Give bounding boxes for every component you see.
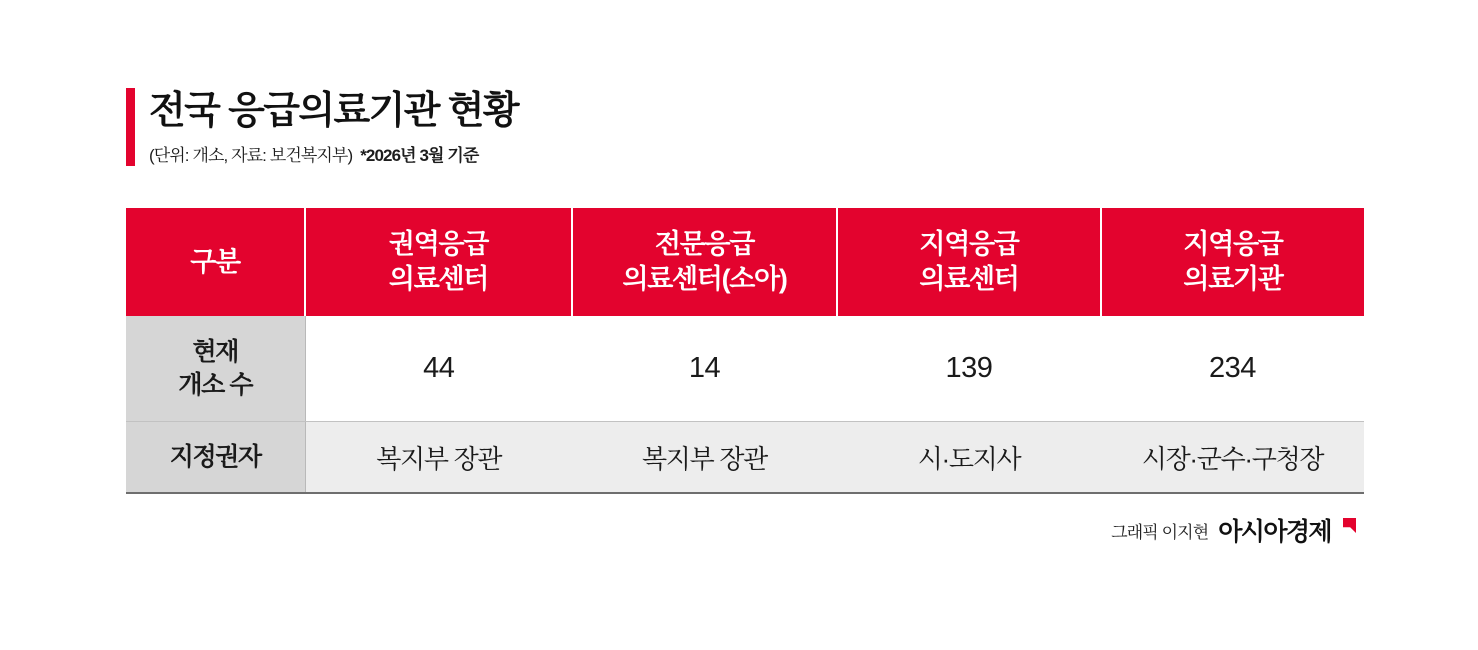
emergency-institutions-table bbox=[126, 208, 1364, 494]
column-header-local-institution-line1: 지역응급 bbox=[1183, 229, 1283, 260]
cell-count-local-institution: 234 bbox=[1101, 316, 1364, 422]
column-header-local-institution bbox=[1101, 208, 1364, 316]
cell-count-regional-center: 44 bbox=[305, 316, 572, 422]
column-header-regional-center-line2: 의료센터 bbox=[388, 264, 489, 294]
row-label-count-line2: 개소 수 bbox=[178, 370, 253, 399]
cell-authority-specialized-center: 복지부 장관 bbox=[572, 422, 837, 494]
column-header-local-institution-line2: 의료기관 bbox=[1183, 264, 1283, 294]
cell-authority-local-institution: 시장·군수·구청장 bbox=[1101, 422, 1364, 494]
unit-source-text: (단위: 개소, 자료: 보건복지부) bbox=[149, 145, 353, 165]
column-header-regional-center-line1: 권역응급 bbox=[388, 229, 489, 260]
graphic-credit: 그래픽 이지현 bbox=[1111, 522, 1209, 542]
cell-count-specialized-center: 14 bbox=[572, 316, 837, 422]
table-header-row bbox=[126, 208, 1364, 316]
row-label-authority-line1: 지정권자 bbox=[169, 442, 261, 471]
table-row bbox=[126, 422, 1364, 494]
row-label-authority bbox=[126, 422, 305, 494]
brand-name: 아시아경제 bbox=[1218, 518, 1331, 546]
cell-authority-local-center: 시·도지사 bbox=[837, 422, 1101, 494]
column-header-local-center bbox=[837, 208, 1101, 316]
column-header-category-line1: 구분 bbox=[190, 246, 240, 277]
cell-authority-regional-center: 복지부 장관 bbox=[305, 422, 572, 494]
column-header-local-center-line2: 의료센터 bbox=[919, 264, 1019, 294]
table-body bbox=[126, 316, 1364, 493]
page-title: 전국 응급의료기관 현황 bbox=[149, 90, 518, 132]
footer bbox=[1111, 512, 1356, 548]
row-label-count bbox=[126, 316, 305, 422]
title-row bbox=[126, 88, 1356, 166]
column-header-local-center-line1: 지역응급 bbox=[919, 229, 1019, 260]
column-header-specialized-center-line2: 의료센터(소아) bbox=[622, 264, 787, 294]
table-row bbox=[126, 316, 1364, 422]
table-header bbox=[126, 208, 1364, 316]
column-header-category bbox=[126, 208, 305, 316]
column-header-regional-center bbox=[305, 208, 572, 316]
row-label-count-line1: 현재 bbox=[192, 337, 238, 366]
table-container bbox=[126, 208, 1356, 494]
cell-count-local-center: 139 bbox=[837, 316, 1101, 422]
brand-logo-icon bbox=[1343, 518, 1356, 533]
title-block bbox=[149, 88, 518, 166]
date-note-text: *2026년 3월 기준 bbox=[360, 145, 479, 165]
column-header-specialized-center-line1: 전문응급 bbox=[654, 229, 755, 260]
header bbox=[126, 88, 1356, 166]
column-header-specialized-center bbox=[572, 208, 837, 316]
subtitle bbox=[149, 141, 518, 166]
accent-bar bbox=[126, 88, 135, 166]
